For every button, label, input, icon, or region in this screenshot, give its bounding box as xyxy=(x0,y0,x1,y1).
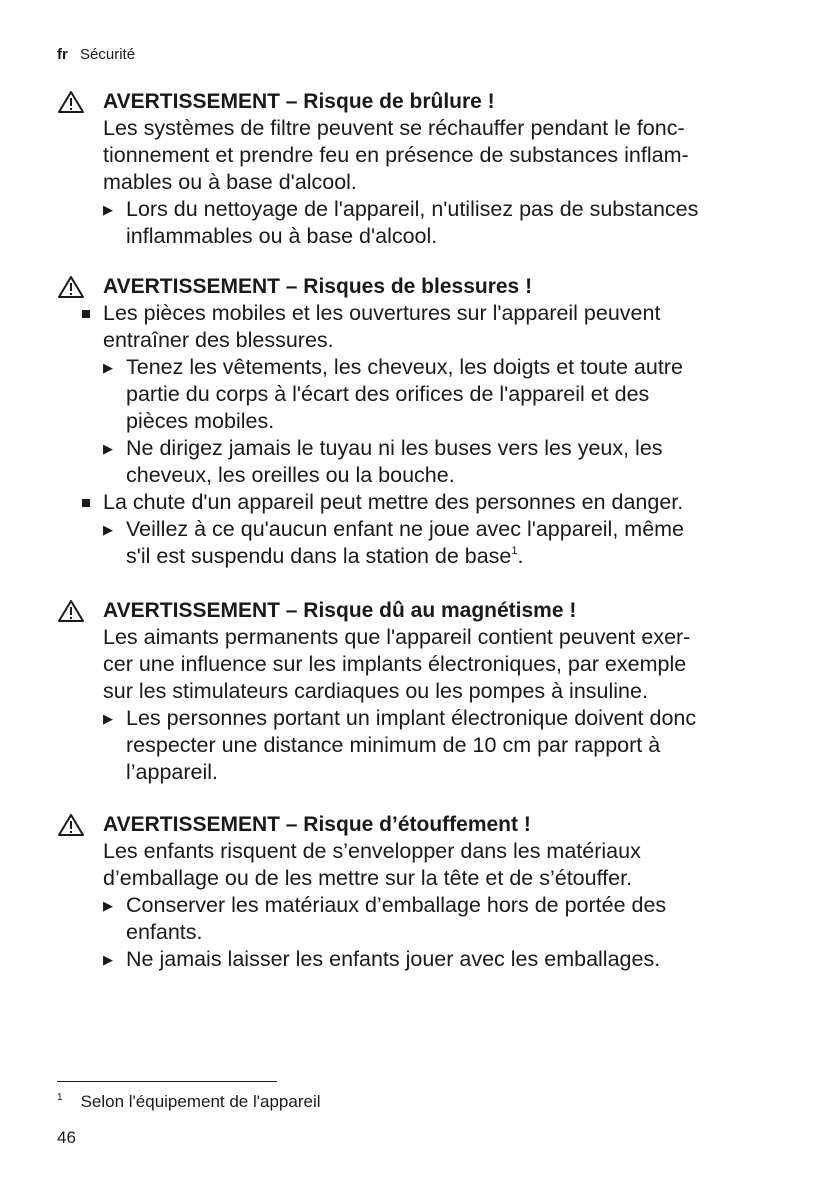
footnote-text: Selon l'équipement de l'appareil xyxy=(80,1092,321,1111)
page-number: 46 xyxy=(57,1128,76,1147)
page-header xyxy=(57,46,135,63)
warning-magnetism xyxy=(57,597,797,786)
language-label: fr xyxy=(57,46,68,63)
footnote xyxy=(57,1092,321,1112)
warning-title: AVERTISSEMENT – Risque dû au magnétisme ! xyxy=(57,597,797,624)
triangle-bullet-icon: ▶ xyxy=(103,202,113,217)
warning-burn xyxy=(57,88,797,250)
instruction-step: ▶ Veillez à ce qu'aucun enfant ne joue avec l'appareil, même s'il est suspendu dans la station de base$^1$. xyxy=(103,517,685,568)
triangle-bullet-icon: ▶ xyxy=(103,952,113,967)
warning-icon xyxy=(57,599,85,623)
warning-injury xyxy=(57,273,797,570)
warning-description: Les aimants permanents que l'appareil contient peuvent exer- cer une influence sur les implants électroniques, par exemple sur les stimulateurs cardiaques ou les pompes à insuline. xyxy=(103,625,691,703)
warning-description: Les enfants risquent de s’envelopper dans les matériaux d’emballage ou de les mettre sur la tête et de s’étouffer. xyxy=(103,839,641,890)
instruction-step: ▶ Ne jamais laisser les enfants jouer avec les emballages. xyxy=(103,947,661,971)
square-bullet-icon xyxy=(82,310,90,318)
warning-icon xyxy=(57,90,85,114)
warning-title: AVERTISSEMENT – Risques de blessures ! xyxy=(57,273,797,300)
section-label: Sécurité xyxy=(80,46,136,63)
instruction-step: ▶ Conserver les matériaux d’emballage hors de portée des enfants. xyxy=(103,893,667,944)
warning-icon xyxy=(57,813,85,837)
triangle-bullet-icon: ▶ xyxy=(103,898,113,913)
instruction-step: ▶ Ne dirigez jamais le tuyau ni les buses vers les yeux, les cheveux, les oreilles ou la bouche. xyxy=(103,436,663,487)
square-bullet-icon xyxy=(82,499,90,507)
warning-title: AVERTISSEMENT – Risque de brûlure ! xyxy=(57,88,797,115)
triangle-bullet-icon: ▶ xyxy=(103,360,113,375)
bullet-item: La chute d'un appareil peut mettre des personnes en danger. xyxy=(82,489,797,516)
triangle-bullet-icon: ▶ xyxy=(103,711,113,726)
warning-description: Les systèmes de filtre peuvent se réchauffer pendant le fonc- tionnement et prendre feu en présence de substances inflam- mables ou à base d'alcool. xyxy=(103,116,689,194)
footnote-mark: 1 xyxy=(57,1092,63,1103)
footnote-reference: 1 xyxy=(511,545,518,557)
triangle-bullet-icon: ▶ xyxy=(103,441,113,456)
warning-title: AVERTISSEMENT – Risque d’étouffement ! xyxy=(57,811,797,838)
instruction-step: ▶ Les personnes portant un implant électronique doivent donc respecter une distance minimum de 10 cm par rapport à l’appareil. xyxy=(103,706,697,784)
bullet-item: Les pièces mobiles et les ouvertures sur l'appareil peuvent entraîner des blessures. xyxy=(82,300,797,354)
instruction-step: ▶ Tenez les vêtements, les cheveux, les doigts et toute autre partie du corps à l'écart des orifices de l'appareil et des pièces mobiles. xyxy=(103,355,683,433)
warning-icon xyxy=(57,275,85,299)
instruction-step: ▶ Lors du nettoyage de l'appareil, n'utilisez pas de substances inflammables ou à base d'alcool. xyxy=(103,197,699,248)
footnote-divider xyxy=(57,1081,277,1082)
triangle-bullet-icon: ▶ xyxy=(103,522,113,537)
warning-suffocation xyxy=(57,811,797,973)
